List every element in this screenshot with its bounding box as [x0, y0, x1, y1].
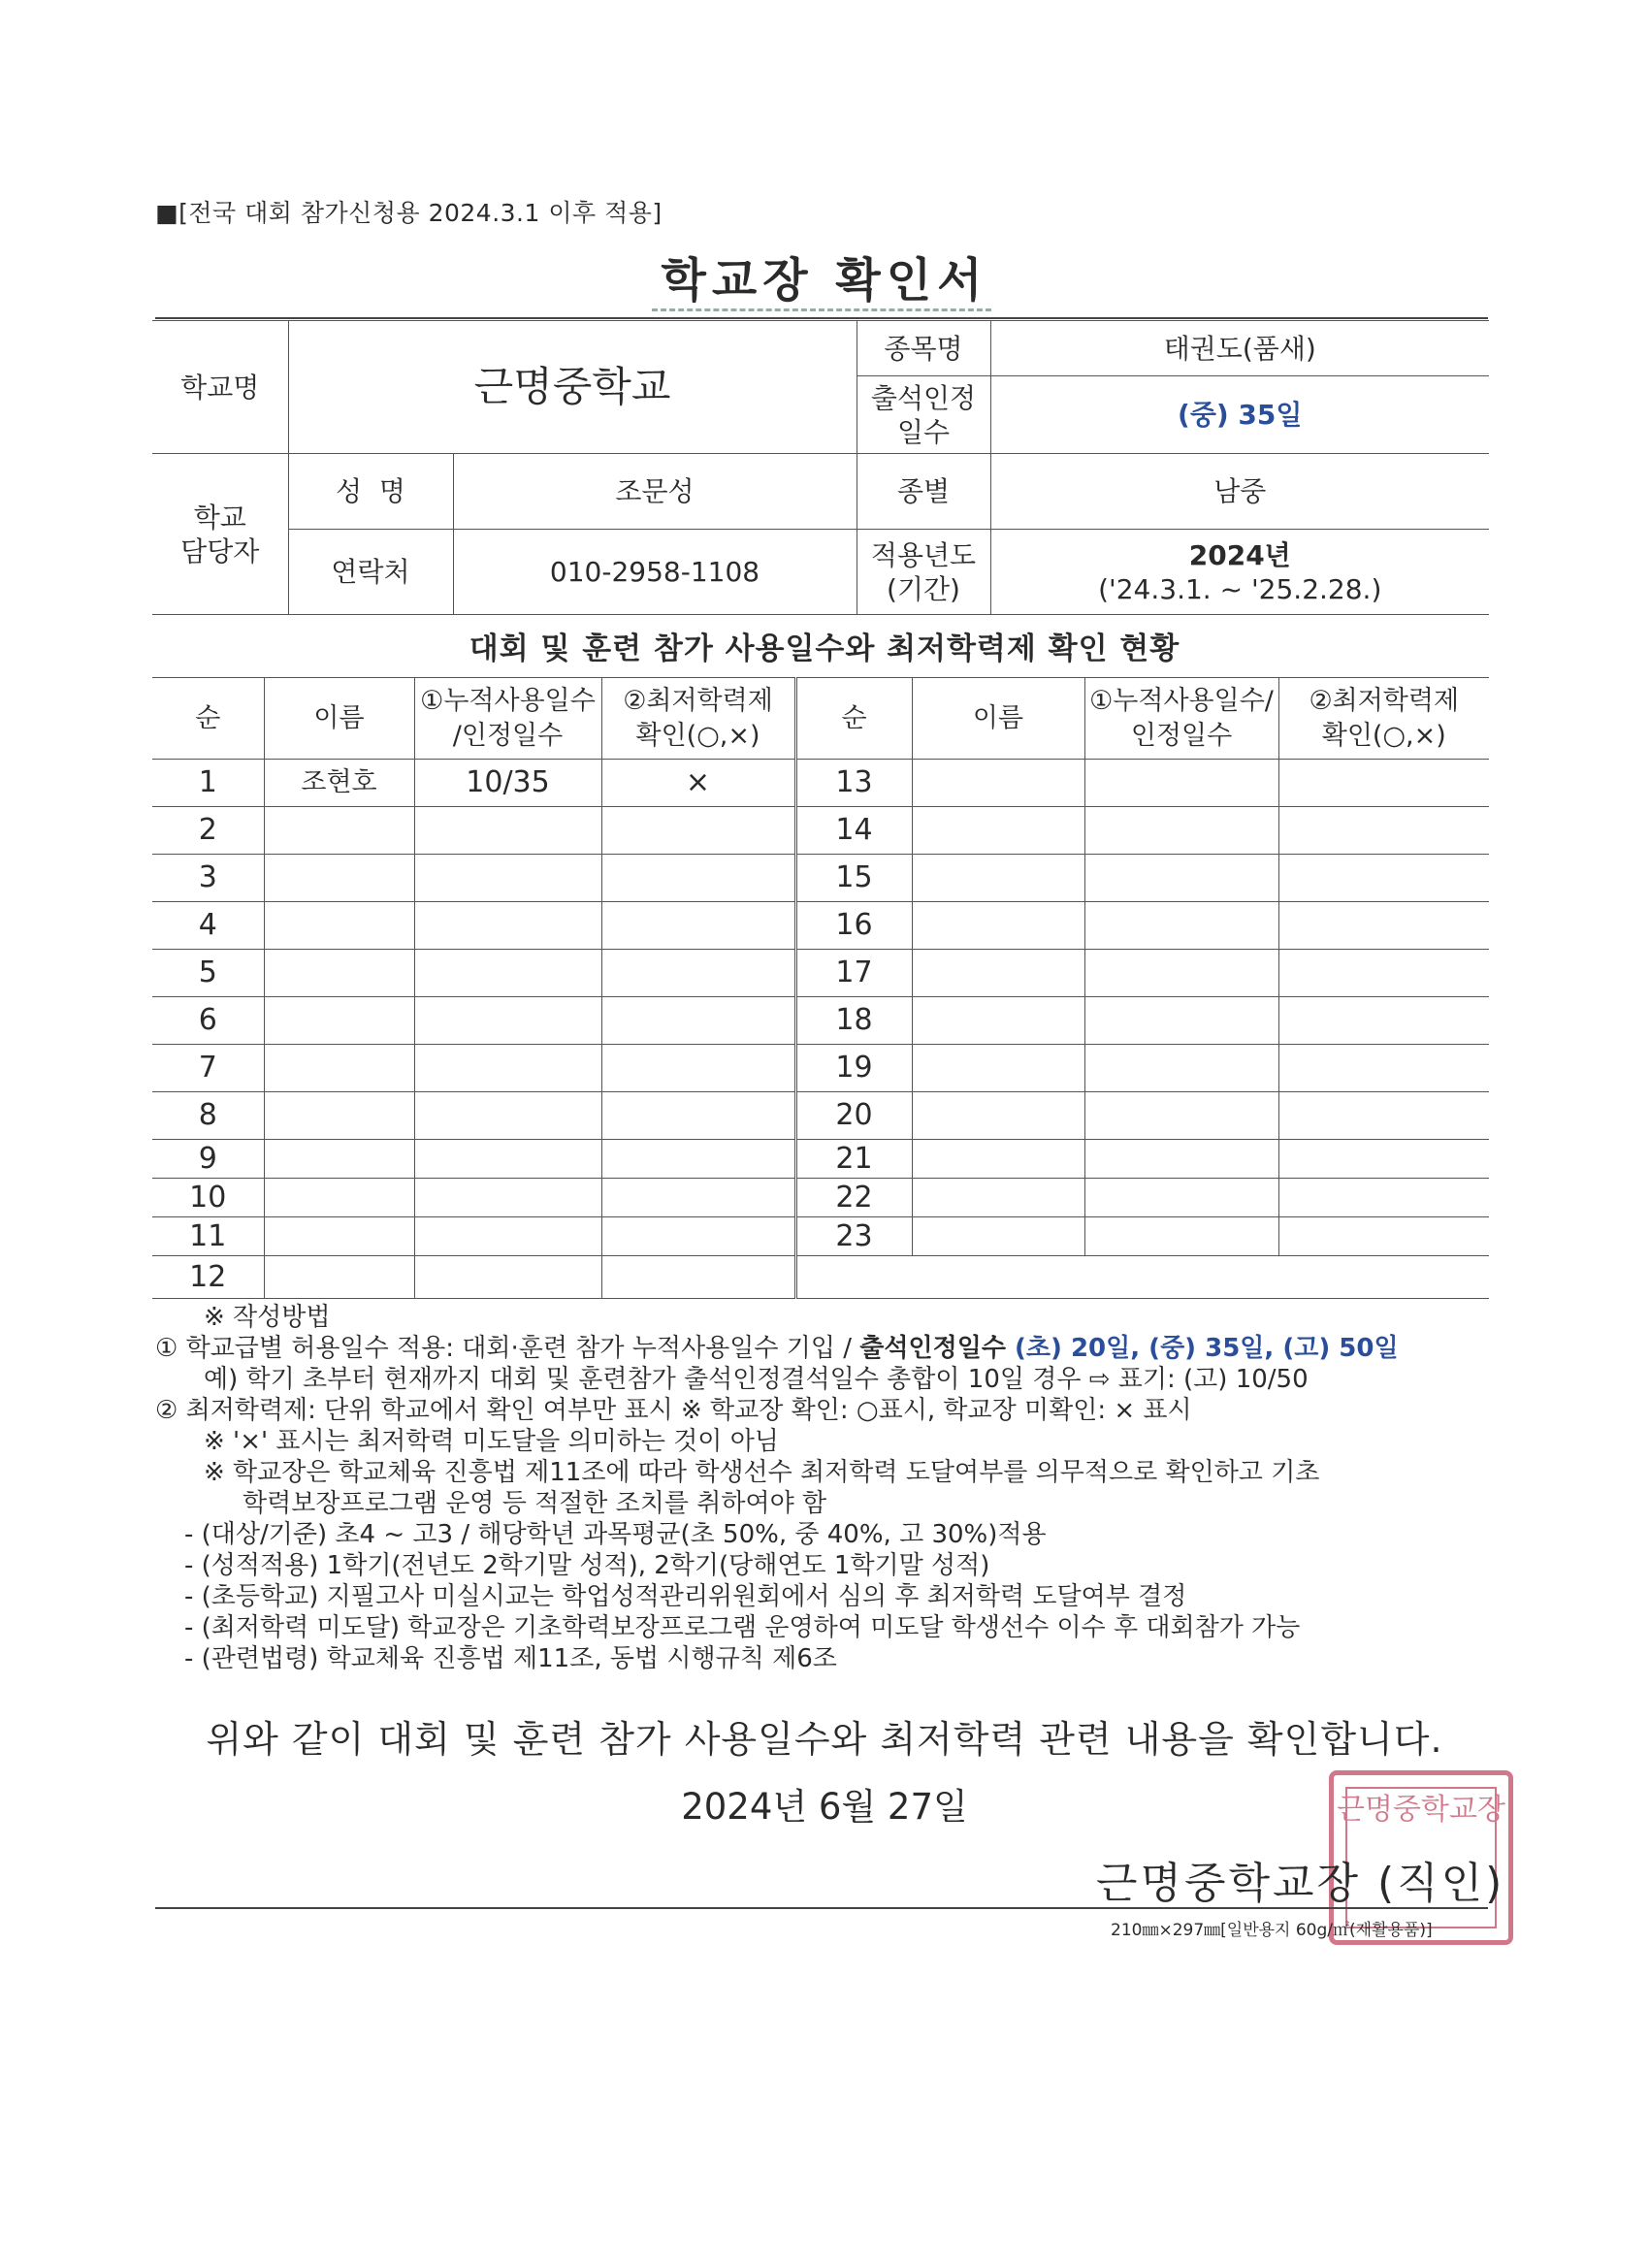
contact-label: 연락처	[288, 530, 453, 615]
row-seq-right: 21	[795, 1140, 912, 1179]
row-check-right	[1278, 855, 1489, 902]
row-days	[414, 855, 601, 902]
seal-text: 근명중학교장	[1337, 1793, 1505, 1827]
row-days	[414, 1045, 601, 1092]
row-name	[264, 1256, 414, 1299]
row-name-right	[912, 855, 1084, 902]
roster-table	[152, 677, 1489, 1299]
attendance-days-label: 출석인정 일수	[857, 376, 990, 454]
title-underline	[652, 308, 991, 311]
row-name	[264, 1179, 414, 1217]
row-seq: 9	[152, 1140, 264, 1179]
applicable-year-label: 적용년도 (기간)	[857, 530, 990, 615]
row-check	[601, 855, 795, 902]
row-name: 조현호	[264, 760, 414, 807]
row-check-right	[1278, 997, 1489, 1045]
row-seq: 7	[152, 1045, 264, 1092]
row-days	[414, 950, 601, 997]
row-days	[414, 1092, 601, 1140]
row-days	[414, 1140, 601, 1179]
row-check-right	[1278, 902, 1489, 950]
manager-name-value: 조문성	[453, 454, 857, 530]
paper-spec: 210㎜×297㎜[일반용지 60g/㎡(재활용품)]	[1111, 1921, 1433, 1940]
row-seq: 6	[152, 997, 264, 1045]
confirmation-statement: 위와 같이 대회 및 훈련 참가 사용일수와 최저학력 관련 내용을 확인합니다.	[206, 1718, 1443, 1761]
detail-2: - (성적적용) 1학기(전년도 2학기말 성적), 2학기(당해연도 1학기말 성적)	[184, 1551, 990, 1580]
row-days	[414, 1179, 601, 1217]
row-name-right	[912, 760, 1084, 807]
note-1-example: 예) 학기 초부터 현재까지 대회 및 훈련참가 출석인정결석일수 총합이 10일 경우 ⇨ 표기: (고) 10/50	[204, 1365, 1309, 1394]
row-check	[601, 902, 795, 950]
row-days: 10/35	[414, 760, 601, 807]
row-name-right	[912, 1217, 1084, 1256]
row-name-right	[912, 1092, 1084, 1140]
row-check	[601, 1140, 795, 1179]
roster-heading: 대회 및 훈련 참가 사용일수와 최저학력제 확인 현황	[469, 632, 1180, 666]
row-days-right	[1084, 855, 1278, 902]
note-3: ※ '×' 표시는 최저학력 미도달을 의미하는 것이 아님	[204, 1427, 779, 1456]
row-name	[264, 1217, 414, 1256]
row-name	[264, 807, 414, 855]
contact-value: 010-2958-1108	[453, 530, 857, 615]
note-1-text: ① 학교급별 허용일수 적용: 대회·훈련 참가 누적사용일수 기입 /	[155, 1334, 860, 1363]
row-seq: 3	[152, 855, 264, 902]
row-seq: 4	[152, 902, 264, 950]
row-check-right	[1278, 1217, 1489, 1256]
table-row	[152, 1217, 1489, 1256]
row-check	[601, 1217, 795, 1256]
row-days-right	[1084, 1045, 1278, 1092]
table-row	[152, 1179, 1489, 1217]
row-seq: 1	[152, 760, 264, 807]
row-check	[601, 1179, 795, 1217]
note-1-bold: 출석인정일수	[859, 1334, 1006, 1363]
table-row	[152, 902, 1489, 950]
bottom-divider	[155, 1907, 1488, 1909]
note-4: ※ 학교장은 학교체육 진흥법 제11조에 따라 학생선수 최저학력 도달여부를 의무적으로 확인하고 기초	[204, 1458, 1320, 1487]
category-label: 종별	[857, 454, 990, 530]
table-row	[152, 807, 1489, 855]
instructions	[155, 1302, 1513, 1674]
row-seq: 11	[152, 1217, 264, 1256]
note-1	[155, 1333, 1513, 1364]
category-value: 남중	[990, 454, 1489, 530]
row-seq-right: 17	[795, 950, 912, 997]
row-days	[414, 997, 601, 1045]
row-name	[264, 950, 414, 997]
school-manager-label: 학교 담당자	[152, 454, 288, 615]
row-check-right	[1278, 1092, 1489, 1140]
page-title: 학교장 확인서	[661, 253, 988, 308]
col-header-name-right: 이름	[912, 678, 1084, 760]
note-5: 학력보장프로그램 운영 등 적절한 조치를 취하여야 함	[242, 1489, 827, 1518]
school-info-table	[152, 320, 1489, 615]
table-row	[152, 855, 1489, 902]
row-name-right	[912, 902, 1084, 950]
row-name-right	[912, 1179, 1084, 1217]
row-check	[601, 1256, 795, 1299]
detail-5: - (관련법령) 학교체육 진흥법 제11조, 동법 시행규칙 제6조	[184, 1644, 837, 1673]
row-days-right	[1084, 997, 1278, 1045]
row-check: ×	[601, 760, 795, 807]
event-label: 종목명	[857, 321, 990, 376]
row-days-right	[1084, 902, 1278, 950]
table-row	[152, 950, 1489, 997]
row-name	[264, 1092, 414, 1140]
event-value: 태권도(품새)	[990, 321, 1489, 376]
top-divider	[155, 317, 1488, 319]
row-name	[264, 902, 414, 950]
col-header-seq: 순	[152, 678, 264, 760]
row-check	[601, 997, 795, 1045]
row-seq-right: 16	[795, 902, 912, 950]
row-seq-right: 22	[795, 1179, 912, 1217]
row-check-right	[1278, 1140, 1489, 1179]
row-days-right	[1084, 1217, 1278, 1256]
note-2: ② 최저학력제: 단위 학교에서 확인 여부만 표시 ※ 학교장 확인: ○표시, 학교장 미확인: × 표시	[155, 1396, 1192, 1425]
row-seq-right: 18	[795, 997, 912, 1045]
row-check	[601, 1092, 795, 1140]
attendance-days-value: (중) 35일	[990, 376, 1489, 454]
table-row	[152, 1092, 1489, 1140]
row-name	[264, 855, 414, 902]
detail-4: - (최저학력 미도달) 학교장은 기초학력보장프로그램 운영하여 미도달 학생선수 이수 후 대회참가 가능	[184, 1613, 1301, 1642]
col-header-name: 이름	[264, 678, 414, 760]
row-check	[601, 950, 795, 997]
row-check	[601, 807, 795, 855]
row-seq-right: 19	[795, 1045, 912, 1092]
row-check	[601, 1045, 795, 1092]
notes-heading: ※ 작성방법	[204, 1303, 331, 1332]
row-name	[264, 1045, 414, 1092]
applicable-year-value: 2024년	[1188, 538, 1291, 571]
row-days-right	[1084, 1092, 1278, 1140]
school-name-label: 학교명	[152, 321, 288, 454]
detail-3: - (초등학교) 지필고사 미실시교는 학업성적관리위원회에서 심의 후 최저학력 도달여부 결정	[184, 1582, 1187, 1611]
row-check-right	[1278, 807, 1489, 855]
row-name-right	[912, 807, 1084, 855]
row-seq-right: 20	[795, 1092, 912, 1140]
row-seq: 8	[152, 1092, 264, 1140]
row-days-right	[1084, 807, 1278, 855]
table-row	[152, 1256, 1489, 1299]
principal-signature: 근명중학교장 (직인)	[1096, 1859, 1505, 1908]
row-days	[414, 1217, 601, 1256]
manager-name-label: 성 명	[288, 454, 453, 530]
row-name-right	[912, 997, 1084, 1045]
col-header-days: ①누적사용일수 /인정일수	[414, 678, 601, 760]
row-name-right	[912, 1140, 1084, 1179]
note-1-days: (초) 20일, (중) 35일, (고) 50일	[1005, 1334, 1399, 1363]
row-name	[264, 997, 414, 1045]
row-days	[414, 1256, 601, 1299]
row-seq-right: 23	[795, 1217, 912, 1256]
row-seq: 2	[152, 807, 264, 855]
col-header-check: ②최저학력제 확인(○,×)	[601, 678, 795, 760]
applicable-period-value: ('24.3.1. ~ '25.2.28.)	[1098, 572, 1382, 605]
row-check-right	[1278, 1179, 1489, 1217]
row-days	[414, 807, 601, 855]
row-check-right	[1278, 760, 1489, 807]
row-seq-right: 15	[795, 855, 912, 902]
table-row	[152, 1045, 1489, 1092]
row-check-right	[1278, 950, 1489, 997]
row-seq-right: 14	[795, 807, 912, 855]
row-seq: 10	[152, 1179, 264, 1217]
applicable-year-cell	[990, 530, 1489, 615]
row-days-right	[1084, 1140, 1278, 1179]
table-row	[152, 997, 1489, 1045]
row-seq: 5	[152, 950, 264, 997]
row-name-right	[912, 950, 1084, 997]
row-days-right	[1084, 950, 1278, 997]
row-empty-right	[795, 1256, 1489, 1299]
detail-1: - (대상/기준) 초4 ~ 고3 / 해당학년 과목평균(초 50%, 중 40%, 고 30%)적용	[184, 1520, 1047, 1549]
row-days-right	[1084, 760, 1278, 807]
row-days-right	[1084, 1179, 1278, 1217]
col-header-check-right: ②최저학력제 확인(○,×)	[1278, 678, 1489, 760]
school-name-value: 근명중학교	[288, 321, 857, 454]
table-row	[152, 760, 1489, 807]
row-name-right	[912, 1045, 1084, 1092]
form-usage-note: ■[전국 대회 참가신청용 2024.3.1 이후 적용]	[155, 199, 663, 227]
row-seq-right: 13	[795, 760, 912, 807]
table-row	[152, 1140, 1489, 1179]
row-check-right	[1278, 1045, 1489, 1092]
row-seq: 12	[152, 1256, 264, 1299]
row-name	[264, 1140, 414, 1179]
col-header-days-right: ①누적사용일수/ 인정일수	[1084, 678, 1278, 760]
col-header-seq-right: 순	[795, 678, 912, 760]
row-days	[414, 902, 601, 950]
issue-date: 2024년 6월 27일	[681, 1786, 968, 1828]
